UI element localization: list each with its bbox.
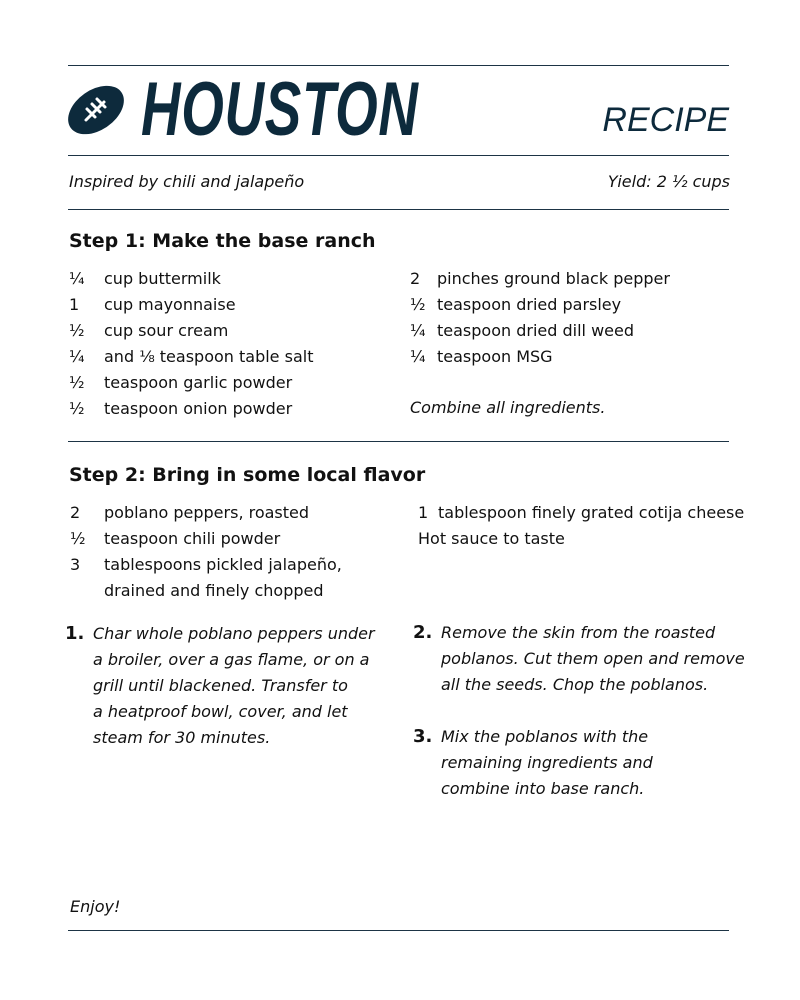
instruction-line: grill until blackened. Transfer to — [93, 676, 348, 695]
brand-title: HOUSTON — [141, 67, 419, 152]
ingredient-qty: 1 — [418, 503, 429, 522]
ingredient-qty: ½ — [69, 321, 85, 340]
tagline: Inspired by chili and jalapeño — [69, 172, 305, 191]
recipe-label: RECIPE — [602, 101, 729, 139]
instruction-line: Char whole poblano peppers under — [93, 624, 375, 643]
ingredient-qty: 2 — [410, 269, 421, 288]
ingredient-qty: ¼ — [410, 321, 426, 340]
ingredient-qty: ½ — [410, 295, 426, 314]
step1-note: Combine all ingredients. — [410, 398, 606, 417]
ingredient-qty: ¼ — [69, 347, 85, 366]
ingredient-qty: ½ — [69, 399, 85, 418]
ingredient-qty: 3 — [70, 555, 81, 574]
ingredient-item: tablespoon finely grated cotija cheese — [438, 503, 745, 522]
ingredient-item: cup sour cream — [104, 321, 229, 340]
ingredient-item: Hot sauce to taste — [418, 529, 565, 548]
step-number: 3. — [413, 726, 433, 747]
football-icon — [66, 80, 126, 144]
divider — [68, 441, 729, 442]
ingredient-item: teaspoon garlic powder — [104, 373, 293, 392]
divider — [68, 930, 729, 931]
divider — [68, 155, 729, 156]
ingredient-item: teaspoon MSG — [437, 347, 553, 366]
step-number: 1. — [65, 623, 85, 644]
ingredient-item: pinches ground black pepper — [437, 269, 670, 288]
closing-text: Enjoy! — [70, 897, 121, 916]
instruction-line: Mix the poblanos with the — [441, 727, 649, 746]
ingredient-item: drained and finely chopped — [104, 581, 324, 600]
ingredient-item: and ⅛ teaspoon table salt — [104, 347, 314, 366]
ingredient-qty: ½ — [70, 529, 86, 548]
ingredient-item: teaspoon onion powder — [104, 399, 293, 418]
ingredient-item: poblano peppers, roasted — [104, 503, 310, 522]
ingredient-qty: 2 — [70, 503, 81, 522]
ingredient-item: teaspoon dried parsley — [437, 295, 622, 314]
ingredient-qty: ¼ — [410, 347, 426, 366]
instruction-line: combine into base ranch. — [441, 779, 645, 798]
ingredient-item: teaspoon dried dill weed — [437, 321, 634, 340]
ingredient-item: cup buttermilk — [104, 269, 221, 288]
divider — [68, 65, 729, 66]
instruction-line: remaining ingredients and — [441, 753, 653, 772]
step1-title: Step 1: Make the base ranch — [69, 230, 376, 252]
ingredient-item: tablespoons pickled jalapeño, — [104, 555, 342, 574]
divider — [68, 209, 729, 210]
ingredient-item: cup mayonnaise — [104, 295, 236, 314]
ingredient-item: teaspoon chili powder — [104, 529, 281, 548]
instruction-line: a broiler, over a gas flame, or on a — [93, 650, 370, 669]
instruction-line: all the seeds. Chop the poblanos. — [441, 675, 709, 694]
instruction-line: steam for 30 minutes. — [93, 728, 271, 747]
yield: Yield: 2 ½ cups — [607, 172, 730, 191]
ingredient-qty: 1 — [69, 295, 80, 314]
ingredient-qty: ¼ — [69, 269, 85, 288]
ingredient-qty: ½ — [69, 373, 85, 392]
instruction-line: poblanos. Cut them open and remove — [441, 649, 745, 668]
step-number: 2. — [413, 622, 433, 643]
step2-title: Step 2: Bring in some local flavor — [69, 464, 426, 486]
instruction-line: Remove the skin from the roasted — [441, 623, 716, 642]
instruction-line: a heatproof bowl, cover, and let — [93, 702, 348, 721]
